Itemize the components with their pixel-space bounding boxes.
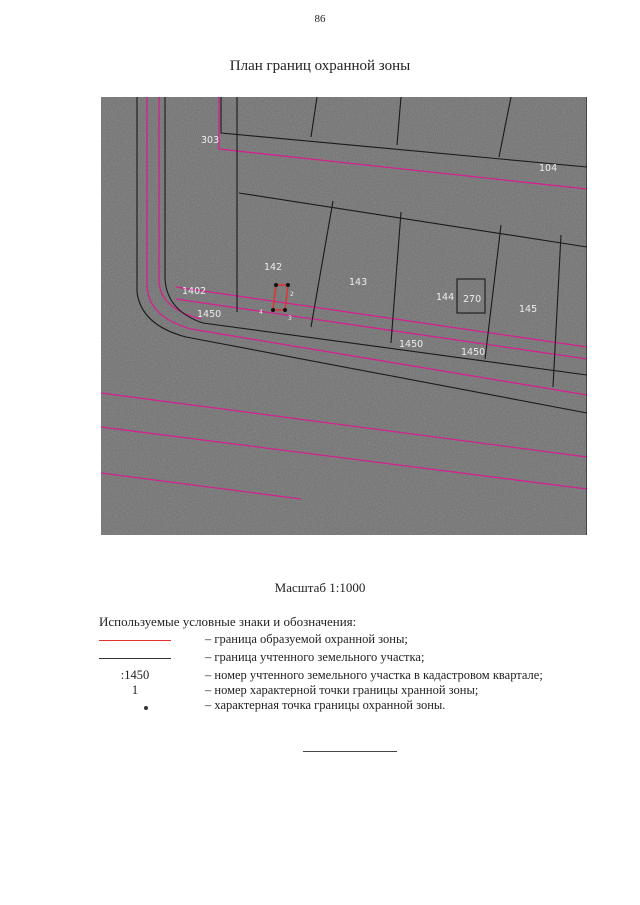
characteristic-point-1 xyxy=(274,283,278,287)
legend-item-text: – граница учтенного земельного участка; xyxy=(205,650,425,664)
parcel-label-145: 145 xyxy=(519,304,538,315)
legend-item-zone-boundary xyxy=(99,632,619,648)
point-number-2: 2 xyxy=(290,291,294,298)
legend-title: Используемые условные знаки и обозначения: xyxy=(99,614,357,629)
characteristic-point-2 xyxy=(286,283,290,287)
map-scale: Масштаб 1:1000 xyxy=(274,580,366,595)
legend-symbol-text: :1450 xyxy=(120,668,150,682)
legend-item-point-number xyxy=(99,683,619,699)
page-number: 86 xyxy=(314,13,326,25)
black-line-symbol xyxy=(99,658,171,659)
red-line-symbol xyxy=(99,640,171,641)
legend-item-point xyxy=(99,698,619,714)
legend-item-text: – граница образуемой охранной зоны; xyxy=(205,632,408,646)
legend-item-text: – номер учтенного земельного участка в кадастровом квартале; xyxy=(205,668,543,682)
parcel-label-1450: 1450 xyxy=(399,339,424,350)
parcel-label-142: 142 xyxy=(264,262,283,273)
legend-symbol-text: 1 xyxy=(131,683,139,697)
parcel-label-1450: 1450 xyxy=(461,347,486,358)
parcel-label-303: 303 xyxy=(201,135,220,146)
parcel-label-144: 144 xyxy=(436,292,455,303)
point-number-4: 4 xyxy=(259,309,263,316)
parcel-label-143: 143 xyxy=(349,277,368,288)
map-canvas xyxy=(101,97,587,535)
legend-item-parcel-number xyxy=(99,668,619,684)
parcel-label-104: 104 xyxy=(539,163,558,174)
page-title: План границ охранной зоны xyxy=(229,58,411,74)
legend-item-text: – номер характерной точки границы хранной зоны; xyxy=(205,683,479,697)
cadastral-map xyxy=(101,97,587,535)
parcel-label-1450: 1450 xyxy=(197,309,222,320)
dot-symbol xyxy=(144,706,148,710)
characteristic-point-4 xyxy=(271,308,275,312)
parcel-label-270: 270 xyxy=(463,294,482,305)
signature-line xyxy=(303,751,397,752)
parcel-label-1402: 1402 xyxy=(182,286,207,297)
legend-item-text: – характерная точка границы охранной зоны. xyxy=(205,698,446,712)
point-number-3: 3 xyxy=(288,315,292,322)
characteristic-point-3 xyxy=(283,308,287,312)
legend-item-parcel-boundary xyxy=(99,650,619,666)
